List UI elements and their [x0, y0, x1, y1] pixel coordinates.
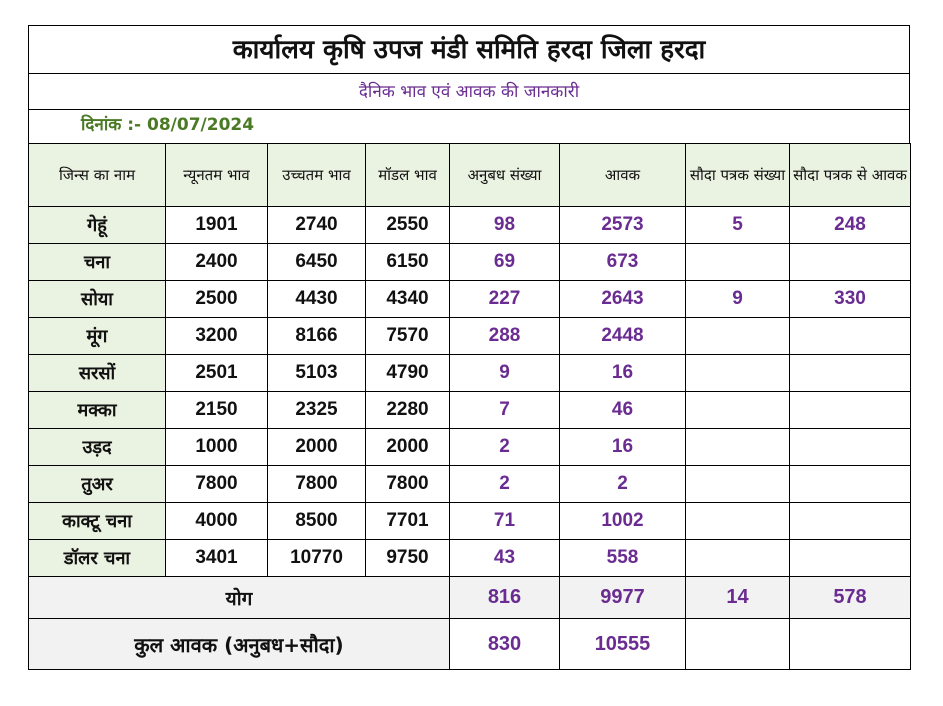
cell-commodity-name: मूंग: [29, 318, 166, 355]
cell-min-price: 1901: [166, 207, 268, 244]
cell-contract-count: 69: [450, 244, 560, 281]
price-arrival-table: [28, 143, 911, 670]
cell-max-price: 2000: [268, 429, 366, 466]
table-header-row: [29, 144, 911, 207]
cell-deal-count: [686, 355, 790, 392]
table-body: [29, 207, 911, 670]
cell-max-price: 5103: [268, 355, 366, 392]
cell-arrival: 46: [560, 392, 686, 429]
col-header-min-price: न्यूनतम भाव: [166, 144, 268, 207]
report-subtitle: दैनिक भाव एवं आवक की जानकारी: [28, 73, 910, 109]
table-row: [29, 207, 911, 244]
cell-deal-arrival: [790, 355, 911, 392]
cell-deal-arrival: [790, 318, 911, 355]
cell-commodity-name: चना: [29, 244, 166, 281]
total-arrival: 9977: [560, 577, 686, 619]
cell-min-price: 4000: [166, 503, 268, 540]
cell-deal-arrival: [790, 466, 911, 503]
col-header-commodity: जिन्स का नाम: [29, 144, 166, 207]
total-row: [29, 577, 911, 619]
cell-max-price: 7800: [268, 466, 366, 503]
grand-total-empty-2: [790, 619, 911, 670]
cell-deal-count: [686, 244, 790, 281]
cell-deal-count: [686, 429, 790, 466]
grand-total-contract-count: 830: [450, 619, 560, 670]
cell-deal-arrival: [790, 244, 911, 281]
cell-model-price: 7701: [366, 503, 450, 540]
total-label: योग: [29, 577, 450, 619]
cell-model-price: 9750: [366, 540, 450, 577]
cell-model-price: 2000: [366, 429, 450, 466]
cell-min-price: 7800: [166, 466, 268, 503]
total-deal-count: 14: [686, 577, 790, 619]
report-date: दिनांक :- 08/07/2024: [28, 109, 910, 143]
cell-deal-arrival: [790, 429, 911, 466]
table-row: [29, 355, 911, 392]
cell-deal-count: [686, 318, 790, 355]
cell-contract-count: 7: [450, 392, 560, 429]
cell-arrival: 16: [560, 355, 686, 392]
cell-model-price: 4340: [366, 281, 450, 318]
cell-arrival: 673: [560, 244, 686, 281]
cell-commodity-name: मक्का: [29, 392, 166, 429]
table-row: [29, 392, 911, 429]
cell-arrival: 2573: [560, 207, 686, 244]
cell-contract-count: 43: [450, 540, 560, 577]
cell-min-price: 3200: [166, 318, 268, 355]
cell-min-price: 2150: [166, 392, 268, 429]
cell-deal-count: 9: [686, 281, 790, 318]
cell-min-price: 2501: [166, 355, 268, 392]
cell-commodity-name: डॉलर चना: [29, 540, 166, 577]
grand-total-label: कुल आवक (अनुबध+सौदा): [29, 619, 450, 670]
cell-arrival: 558: [560, 540, 686, 577]
table-row: [29, 540, 911, 577]
cell-deal-count: 5: [686, 207, 790, 244]
cell-max-price: 8500: [268, 503, 366, 540]
cell-commodity-name: सरसों: [29, 355, 166, 392]
col-header-model-price: मॉडल भाव: [366, 144, 450, 207]
cell-max-price: 2325: [268, 392, 366, 429]
cell-max-price: 6450: [268, 244, 366, 281]
cell-min-price: 2500: [166, 281, 268, 318]
cell-min-price: 1000: [166, 429, 268, 466]
table-row: [29, 466, 911, 503]
report-title: कार्यालय कृषि उपज मंडी समिति हरदा जिला हरदा: [28, 25, 910, 73]
cell-contract-count: 2: [450, 429, 560, 466]
table-row: [29, 429, 911, 466]
cell-deal-count: [686, 503, 790, 540]
cell-deal-arrival: [790, 392, 911, 429]
cell-arrival: 1002: [560, 503, 686, 540]
cell-commodity-name: काक्टू चना: [29, 503, 166, 540]
cell-arrival: 2: [560, 466, 686, 503]
cell-max-price: 2740: [268, 207, 366, 244]
cell-deal-arrival: 248: [790, 207, 911, 244]
cell-max-price: 8166: [268, 318, 366, 355]
cell-max-price: 10770: [268, 540, 366, 577]
cell-deal-count: [686, 466, 790, 503]
cell-model-price: 4790: [366, 355, 450, 392]
total-contract-count: 816: [450, 577, 560, 619]
cell-min-price: 2400: [166, 244, 268, 281]
cell-model-price: 7800: [366, 466, 450, 503]
table-row: [29, 244, 911, 281]
cell-contract-count: 2: [450, 466, 560, 503]
col-header-max-price: उच्चतम भाव: [268, 144, 366, 207]
cell-commodity-name: सोया: [29, 281, 166, 318]
cell-contract-count: 288: [450, 318, 560, 355]
cell-contract-count: 98: [450, 207, 560, 244]
cell-max-price: 4430: [268, 281, 366, 318]
cell-model-price: 2280: [366, 392, 450, 429]
table-row: [29, 318, 911, 355]
grand-total-row: [29, 619, 911, 670]
table-row: [29, 503, 911, 540]
cell-contract-count: 227: [450, 281, 560, 318]
grand-total-arrival: 10555: [560, 619, 686, 670]
cell-deal-arrival: [790, 540, 911, 577]
cell-model-price: 7570: [366, 318, 450, 355]
cell-commodity-name: तुअर: [29, 466, 166, 503]
grand-total-empty-1: [686, 619, 790, 670]
col-header-contract-count: अनुबध संख्या: [450, 144, 560, 207]
table-row: [29, 281, 911, 318]
cell-arrival: 2643: [560, 281, 686, 318]
cell-deal-arrival: [790, 503, 911, 540]
cell-commodity-name: गेहूं: [29, 207, 166, 244]
cell-min-price: 3401: [166, 540, 268, 577]
cell-arrival: 2448: [560, 318, 686, 355]
cell-contract-count: 9: [450, 355, 560, 392]
col-header-deal-arrival: सौदा पत्रक से आवक: [790, 144, 911, 207]
cell-arrival: 16: [560, 429, 686, 466]
report-sheet: [28, 25, 910, 670]
cell-model-price: 6150: [366, 244, 450, 281]
cell-commodity-name: उड़द: [29, 429, 166, 466]
cell-deal-count: [686, 540, 790, 577]
cell-deal-count: [686, 392, 790, 429]
col-header-deal-count: सौदा पत्रक संख्या: [686, 144, 790, 207]
cell-contract-count: 71: [450, 503, 560, 540]
total-deal-arrival: 578: [790, 577, 911, 619]
col-header-arrival: आवक: [560, 144, 686, 207]
cell-model-price: 2550: [366, 207, 450, 244]
cell-deal-arrival: 330: [790, 281, 911, 318]
